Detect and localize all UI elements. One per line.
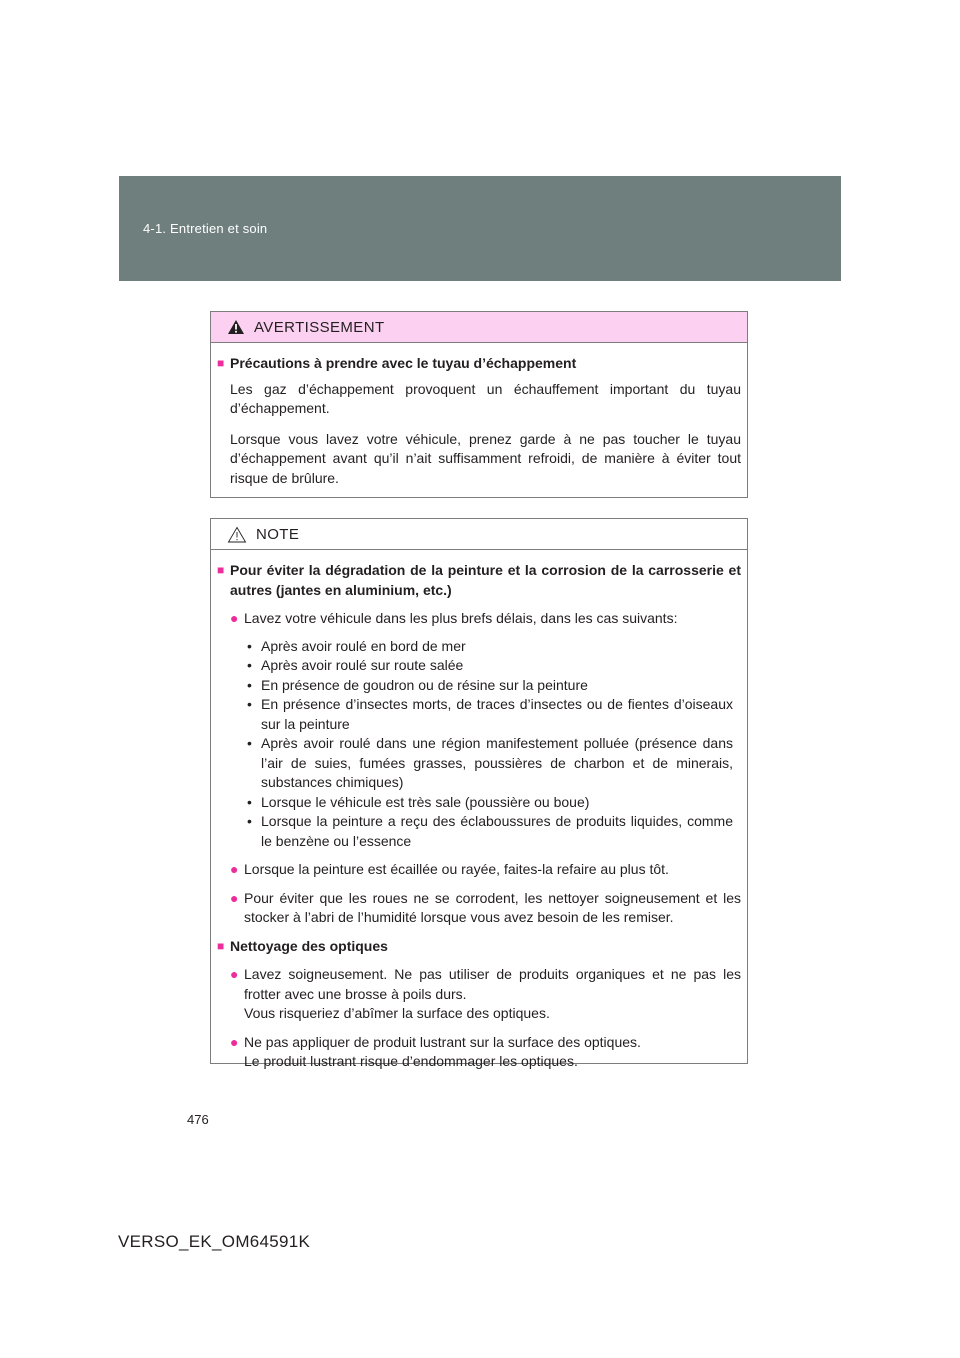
note-body xyxy=(211,550,747,1072)
warning-section-title: Précautions à prendre avec le tuyau d’échappement xyxy=(230,355,577,371)
dot-bullet-icon: • xyxy=(247,657,252,673)
circle-bullet-icon: ● xyxy=(230,610,239,626)
list-item-line: Vous risqueriez d’abîmer la surface des optiques. xyxy=(244,1005,550,1021)
dot-bullet-icon: • xyxy=(247,637,252,654)
dot-bullet-icon: • xyxy=(247,696,252,712)
list-item-text: Lavez votre véhicule dans les plus brefs délais, dans les cas suivants: xyxy=(244,610,678,626)
dot-bullet-icon: • xyxy=(247,813,252,829)
section-header xyxy=(119,176,841,281)
square-bullet-icon: ■ xyxy=(217,356,225,370)
sub-list-item xyxy=(244,734,733,793)
sub-list-item-text: En présence de goudron ou de résine sur la peinture xyxy=(261,676,588,693)
dot-bullet-icon: • xyxy=(247,735,252,751)
note-section-title: Nettoyage des optiques xyxy=(230,937,388,954)
list-item xyxy=(230,1033,741,1072)
footer-code: VERSO_EK_OM64591K xyxy=(118,1232,311,1251)
warning-header xyxy=(211,312,747,343)
dot-bullet-icon: • xyxy=(247,676,252,693)
note-header xyxy=(211,519,747,550)
warning-section-heading xyxy=(217,354,741,374)
caution-triangle-icon xyxy=(227,526,247,543)
sub-list-item-text: Après avoir roulé sur route salée xyxy=(261,657,464,673)
list-item-line: Ne pas appliquer de produit lustrant sur la surface des optiques. xyxy=(244,1033,641,1050)
sub-list-item-text: Après avoir roulé dans une région manifestement polluée (présence dans l’air de suies, fumées grasses, poussières de charbon et de minerais, substances chimiques) xyxy=(261,735,733,790)
sub-list-item-text: Lorsque le véhicule est très sale (poussière ou boue) xyxy=(261,793,590,810)
circle-bullet-icon: ● xyxy=(230,861,239,877)
dot-bullet-icon: • xyxy=(247,793,252,810)
warning-body xyxy=(211,343,747,488)
circle-bullet-icon: ● xyxy=(230,889,239,906)
note-box xyxy=(210,518,748,1069)
sub-list-item-text: En présence d’insectes morts, de traces d’insectes ou de fientes d’oiseaux sur la peinture xyxy=(261,696,733,732)
list-item xyxy=(230,889,741,928)
sub-list xyxy=(244,637,733,852)
warning-paragraph: Lorsque vous lavez votre véhicule, prenez garde à ne pas toucher le tuyau d’échappement avant qu’il n’ait suffisamment refroidi, de manière à éviter tout risque de brûlure. xyxy=(230,430,741,486)
sub-list-item-text: Lorsque la peinture a reçu des éclaboussures de produits liquides, comme le benzène ou l’essence xyxy=(261,813,733,849)
warning-triangle-icon xyxy=(227,319,245,335)
circle-bullet-icon: ● xyxy=(230,1033,239,1050)
page-number: 476 xyxy=(187,1112,209,1127)
list-item-text: Pour éviter que les roues ne se corrodent, les nettoyer soigneusement et les stocker à l’abri de l’humidité lorsque vous avez besoin de les remiser. xyxy=(244,889,741,925)
note-section-heading xyxy=(217,937,741,957)
list-item-line: Lavez soigneusement. Ne pas utiliser de produits organiques et ne pas les frotter avec une brosse à poils durs. xyxy=(244,966,741,1002)
warning-box xyxy=(210,311,748,498)
sub-list-item xyxy=(244,793,733,813)
sub-list-item xyxy=(244,695,733,734)
list-item-line: Le produit lustrant risque d’endommager les optiques. xyxy=(244,1053,578,1069)
warning-paragraph: Les gaz d’échappement provoquent un échauffement important du tuyau d’échappement. xyxy=(230,380,741,416)
note-section-title: Pour éviter la dégradation de la peinture et la corrosion de la carrosserie et autres (jantes en aluminium, etc.) xyxy=(230,562,741,598)
warning-title: AVERTISSEMENT xyxy=(254,318,385,336)
list-item-text xyxy=(244,1033,741,1072)
list-item-text: Lorsque la peinture est écaillée ou rayée, faites-la refaire au plus tôt. xyxy=(244,861,669,877)
sub-list-item xyxy=(244,637,733,657)
square-bullet-icon: ■ xyxy=(217,563,225,577)
list-item-text xyxy=(244,965,741,1024)
square-bullet-icon: ■ xyxy=(217,938,225,953)
list-item xyxy=(230,860,741,880)
note-title: NOTE xyxy=(256,525,300,543)
sub-list-item-text: Après avoir roulé en bord de mer xyxy=(261,637,466,654)
sub-list-item xyxy=(244,656,733,676)
list-item xyxy=(230,965,741,1024)
sub-list-item xyxy=(244,676,733,696)
circle-bullet-icon: ● xyxy=(230,966,239,982)
section-title: 4-1. Entretien et soin xyxy=(143,221,268,236)
list-item xyxy=(230,609,741,629)
sub-list-item xyxy=(244,812,733,851)
note-section-heading xyxy=(217,561,741,600)
